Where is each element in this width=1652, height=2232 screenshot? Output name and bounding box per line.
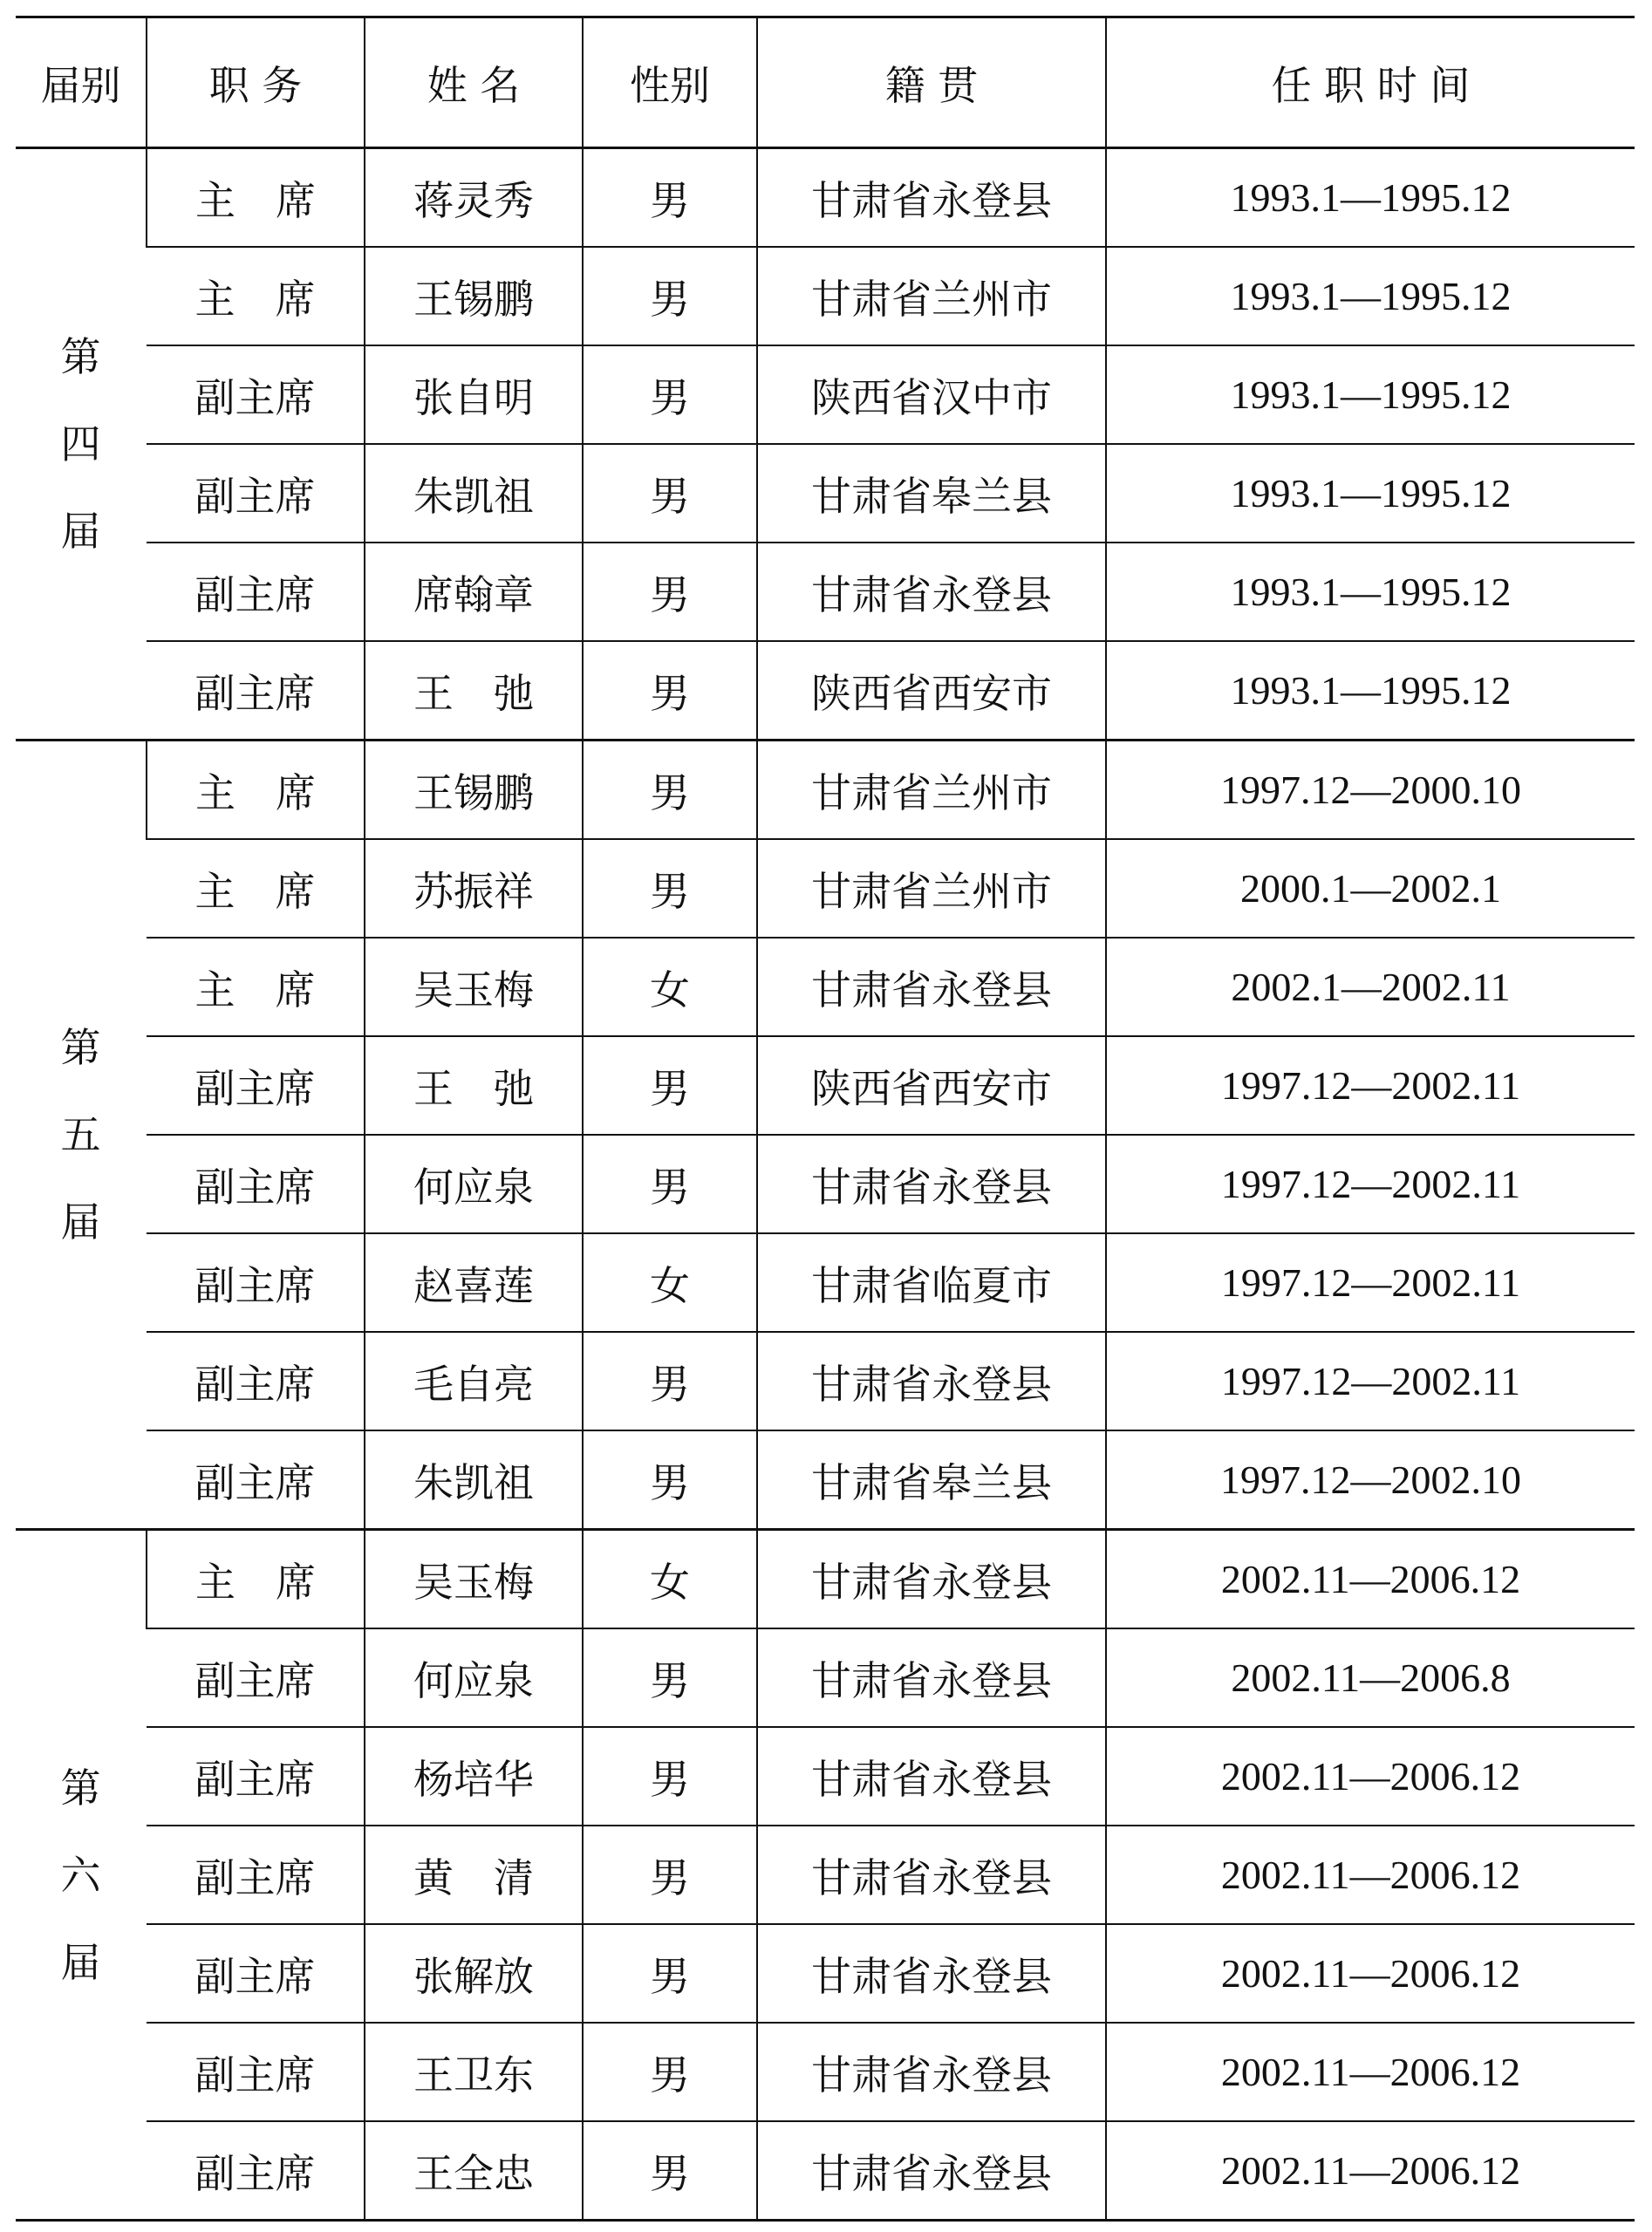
- name-cell: 王锡鹏: [365, 741, 583, 840]
- role-cell: 副主席: [147, 345, 365, 444]
- name-cell: 赵喜莲: [365, 1233, 583, 1332]
- table-row: [16, 444, 1635, 543]
- term-cell: 1993.1—1995.12: [1106, 444, 1635, 543]
- table-row: [16, 247, 1635, 345]
- origin-cell: 陕西省西安市: [757, 641, 1106, 741]
- table-row: [16, 938, 1635, 1036]
- header-term: 任 职 时 间: [1106, 17, 1635, 148]
- term-cell: 2002.11—2006.8: [1106, 1628, 1635, 1727]
- session-label: [16, 1530, 147, 2221]
- term-cell: 1997.12—2002.11: [1106, 1332, 1635, 1430]
- origin-cell: 甘肃省永登县: [757, 1628, 1106, 1727]
- term-cell: 2002.11—2006.12: [1106, 1826, 1635, 1924]
- gender-cell: 男: [583, 345, 757, 444]
- table-row: [16, 1924, 1635, 2023]
- name-cell: 王 弛: [365, 641, 583, 741]
- origin-cell: 甘肃省永登县: [757, 938, 1106, 1036]
- term-cell: 1997.12—2002.11: [1106, 1036, 1635, 1135]
- name-cell: 王 弛: [365, 1036, 583, 1135]
- role-cell: 副主席: [147, 2121, 365, 2221]
- header-name: 姓 名: [365, 17, 583, 148]
- term-cell: 2002.11—2006.12: [1106, 1924, 1635, 2023]
- name-cell: 杨培华: [365, 1727, 583, 1826]
- origin-cell: 甘肃省兰州市: [757, 247, 1106, 345]
- role-cell: 副主席: [147, 1036, 365, 1135]
- role-cell: 副主席: [147, 1233, 365, 1332]
- table-row: [16, 741, 1635, 840]
- name-cell: 吴玉梅: [365, 938, 583, 1036]
- term-cell: 1997.12—2002.10: [1106, 1430, 1635, 1530]
- origin-cell: 甘肃省永登县: [757, 2121, 1106, 2221]
- table-row: [16, 839, 1635, 938]
- role-cell: 主 席: [147, 1530, 365, 1629]
- term-cell: 1997.12—2002.11: [1106, 1233, 1635, 1332]
- gender-cell: 男: [583, 1924, 757, 2023]
- role-cell: 主 席: [147, 741, 365, 840]
- gender-cell: 男: [583, 148, 757, 248]
- table-row: [16, 2121, 1635, 2221]
- role-cell: 主 席: [147, 839, 365, 938]
- role-cell: 副主席: [147, 1430, 365, 1530]
- origin-cell: 甘肃省永登县: [757, 2023, 1106, 2121]
- role-cell: 副主席: [147, 2023, 365, 2121]
- origin-cell: 甘肃省永登县: [757, 1135, 1106, 1233]
- gender-cell: 男: [583, 1332, 757, 1430]
- gender-cell: 男: [583, 1628, 757, 1727]
- name-cell: 黄 清: [365, 1826, 583, 1924]
- origin-cell: 甘肃省永登县: [757, 1332, 1106, 1430]
- name-cell: 张解放: [365, 1924, 583, 2023]
- name-cell: 毛自亮: [365, 1332, 583, 1430]
- name-cell: 张自明: [365, 345, 583, 444]
- origin-cell: 甘肃省兰州市: [757, 741, 1106, 840]
- header-gender: 性别: [583, 17, 757, 148]
- name-cell: 苏振祥: [365, 839, 583, 938]
- gender-cell: 女: [583, 938, 757, 1036]
- term-cell: 1993.1—1995.12: [1106, 543, 1635, 641]
- officials-table: [16, 16, 1635, 2222]
- gender-cell: 男: [583, 741, 757, 840]
- header-session: 届别: [40, 61, 121, 109]
- role-cell: 副主席: [147, 1727, 365, 1826]
- session-label: [16, 741, 147, 1530]
- session-label-char: 第: [60, 1024, 101, 1071]
- table-row: [16, 543, 1635, 641]
- term-cell: 2002.1—2002.11: [1106, 938, 1635, 1036]
- table-row: [16, 1332, 1635, 1430]
- origin-cell: 甘肃省永登县: [757, 1530, 1106, 1629]
- origin-cell: 甘肃省永登县: [757, 1727, 1106, 1826]
- role-cell: 副主席: [147, 1332, 365, 1430]
- term-cell: 2002.11—2006.12: [1106, 2023, 1635, 2121]
- name-cell: 蒋灵秀: [365, 148, 583, 248]
- gender-cell: 男: [583, 1430, 757, 1530]
- session-label-char: 届: [60, 508, 101, 555]
- role-cell: 主 席: [147, 247, 365, 345]
- table-row: [16, 1135, 1635, 1233]
- name-cell: 王全忠: [365, 2121, 583, 2221]
- role-cell: 副主席: [147, 1135, 365, 1233]
- table-body: [16, 148, 1635, 2221]
- term-cell: 1993.1—1995.12: [1106, 345, 1635, 444]
- session-label-char: 第: [60, 1764, 101, 1812]
- term-cell: 1997.12—2002.11: [1106, 1135, 1635, 1233]
- name-cell: 何应泉: [365, 1628, 583, 1727]
- origin-cell: 甘肃省永登县: [757, 1924, 1106, 2023]
- term-cell: 1997.12—2000.10: [1106, 741, 1635, 840]
- table-row: [16, 1530, 1635, 1629]
- gender-cell: 男: [583, 2121, 757, 2221]
- session-label-char: 第: [60, 333, 101, 380]
- name-cell: 朱凯祖: [365, 1430, 583, 1530]
- session-label-char: 届: [60, 1198, 101, 1246]
- header-origin: 籍 贯: [757, 17, 1106, 148]
- origin-cell: 甘肃省皋兰县: [757, 1430, 1106, 1530]
- gender-cell: 女: [583, 1530, 757, 1629]
- term-cell: 1993.1—1995.12: [1106, 641, 1635, 741]
- name-cell: 何应泉: [365, 1135, 583, 1233]
- gender-cell: 男: [583, 1727, 757, 1826]
- session-label-char: 六: [60, 1851, 101, 1899]
- term-cell: 2002.11—2006.12: [1106, 2121, 1635, 2221]
- term-cell: 2002.11—2006.12: [1106, 1727, 1635, 1826]
- role-cell: 主 席: [147, 148, 365, 248]
- term-cell: 1993.1—1995.12: [1106, 148, 1635, 248]
- table-row: [16, 1826, 1635, 1924]
- header-row: [16, 17, 1635, 148]
- gender-cell: 男: [583, 444, 757, 543]
- origin-cell: 甘肃省永登县: [757, 543, 1106, 641]
- table-row: [16, 1036, 1635, 1135]
- origin-cell: 甘肃省皋兰县: [757, 444, 1106, 543]
- table-row: [16, 345, 1635, 444]
- origin-cell: 甘肃省兰州市: [757, 839, 1106, 938]
- name-cell: 王卫东: [365, 2023, 583, 2121]
- gender-cell: 男: [583, 1826, 757, 1924]
- name-cell: 席翰章: [365, 543, 583, 641]
- gender-cell: 男: [583, 1036, 757, 1135]
- role-cell: 副主席: [147, 1628, 365, 1727]
- table-row: [16, 2023, 1635, 2121]
- session-label-char: 四: [60, 420, 101, 468]
- gender-cell: 男: [583, 1135, 757, 1233]
- header-role: 职 务: [147, 17, 365, 148]
- origin-cell: 甘肃省永登县: [757, 1826, 1106, 1924]
- table-row: [16, 641, 1635, 741]
- name-cell: 王锡鹏: [365, 247, 583, 345]
- session-label-char: 届: [60, 1938, 101, 1986]
- term-cell: 1993.1—1995.12: [1106, 247, 1635, 345]
- origin-cell: 陕西省汉中市: [757, 345, 1106, 444]
- name-cell: 吴玉梅: [365, 1530, 583, 1629]
- gender-cell: 女: [583, 1233, 757, 1332]
- term-cell: 2000.1—2002.1: [1106, 839, 1635, 938]
- table-row: [16, 1430, 1635, 1530]
- role-cell: 副主席: [147, 1924, 365, 2023]
- origin-cell: 甘肃省临夏市: [757, 1233, 1106, 1332]
- role-cell: 副主席: [147, 543, 365, 641]
- role-cell: 副主席: [147, 641, 365, 741]
- role-cell: 主 席: [147, 938, 365, 1036]
- role-cell: 副主席: [147, 444, 365, 543]
- term-cell: 2002.11—2006.12: [1106, 1530, 1635, 1629]
- gender-cell: 男: [583, 247, 757, 345]
- origin-cell: 甘肃省永登县: [757, 148, 1106, 248]
- gender-cell: 男: [583, 641, 757, 741]
- session-label-char: 五: [60, 1111, 101, 1158]
- gender-cell: 男: [583, 839, 757, 938]
- table-row: [16, 1727, 1635, 1826]
- table-row: [16, 1628, 1635, 1727]
- name-cell: 朱凯祖: [365, 444, 583, 543]
- table-row: [16, 1233, 1635, 1332]
- origin-cell: 陕西省西安市: [757, 1036, 1106, 1135]
- session-label: [16, 148, 147, 741]
- gender-cell: 男: [583, 543, 757, 641]
- role-cell: 副主席: [147, 1826, 365, 1924]
- table-row: [16, 148, 1635, 248]
- gender-cell: 男: [583, 2023, 757, 2121]
